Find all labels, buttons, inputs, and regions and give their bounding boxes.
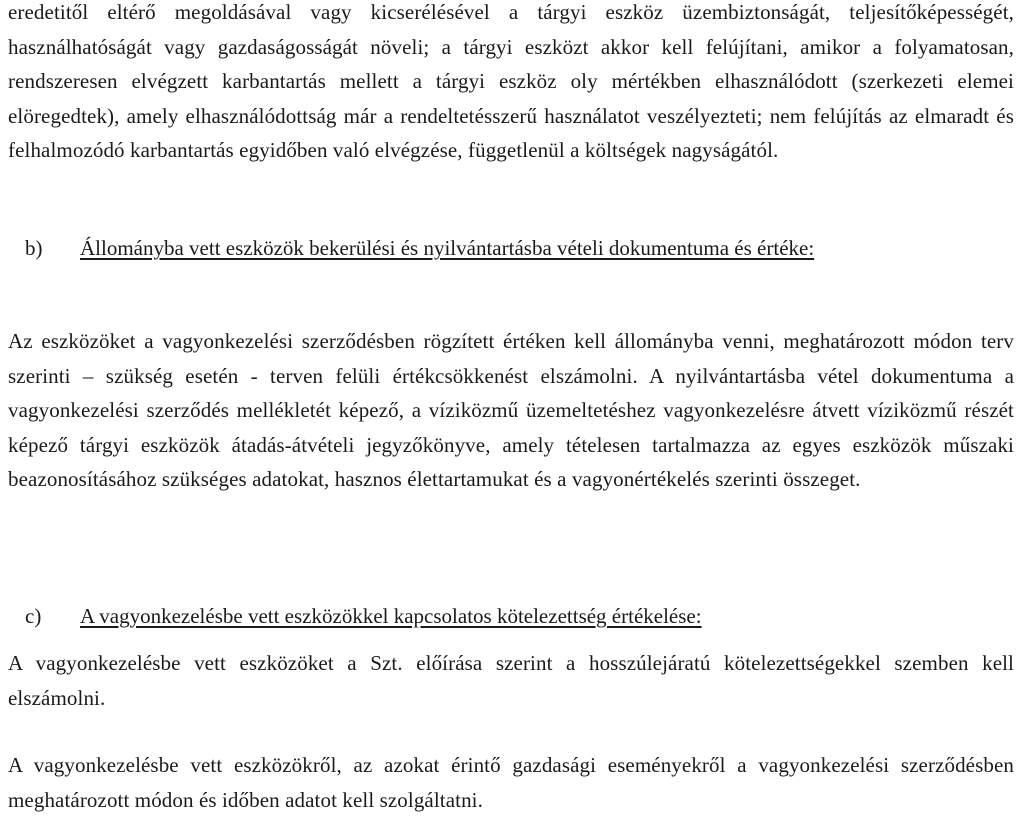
paragraph-asset-recording: Az eszközöket a vagyonkezelési szerződésben rögzített értéken kell állományba venni, meghatározott módon terv szerinti – szükség esetén - terven felüli értékcsökkenést elszámolni. A nyilvántartásba vétel dokumentuma a vagyonkezelési szerződés mellékletét képező, a víziközmű üzemeltetéshez vagyonkezelésre átvett víziközmű részét képező tárgyi eszközök átadás-átvételi jegyzőkönyve, amely tételesen tartalmazza az egyes eszközök műszaki beazonosításához szükséges adatokat, hasznos élettartamukat és a vagyonértékelés szerinti összeget.	[8, 329, 1014, 491]
paragraph-data-reporting: A vagyonkezelésbe vett eszközökről, az azokat érintő gazdasági eseményekről a vagyonkezelési szerződésben meghatározott módon és időben adatot kell szolgáltatni.	[8, 753, 1014, 812]
section-b-title: Állományba vett eszközök bekerülési és nyilvántartásba vételi dokumentuma és értéke:	[80, 236, 815, 260]
paragraph-liability-accounting: A vagyonkezelésbe vett eszközöket a Szt. előírása szerint a hosszúlejáratú kötelezettségekkel szemben kell elszámolni.	[8, 651, 1014, 710]
section-b-letter: b)	[25, 236, 43, 260]
section-c-letter: c)	[25, 604, 42, 628]
paragraph-renovation-definition: eredetitől eltérő megoldásával vagy kicserélésével a tárgyi eszköz üzembiztonságát, teljesítőképességét, használhatóságát vagy gazdaságosságát növeli; a tárgyi eszközt akkor kell felújítani, amikor a folyamatosan, rendszeresen elvégzett karbantartás mellett a tárgyi eszköz oly mértékben elhasználódott (szerkezeti elemei elöregedtek), amely elhasználódottság már a rendeltetésszerű használatot veszélyezteti; nem felújítás az elmaradt és felhalmozódó karbantartás egyidőben való elvégzése, függetlenül a költségek nagyságától.	[8, 0, 1014, 162]
section-c-title: A vagyonkezelésbe vett eszközökkel kapcsolatos kötelezettség értékelése:	[80, 604, 702, 628]
